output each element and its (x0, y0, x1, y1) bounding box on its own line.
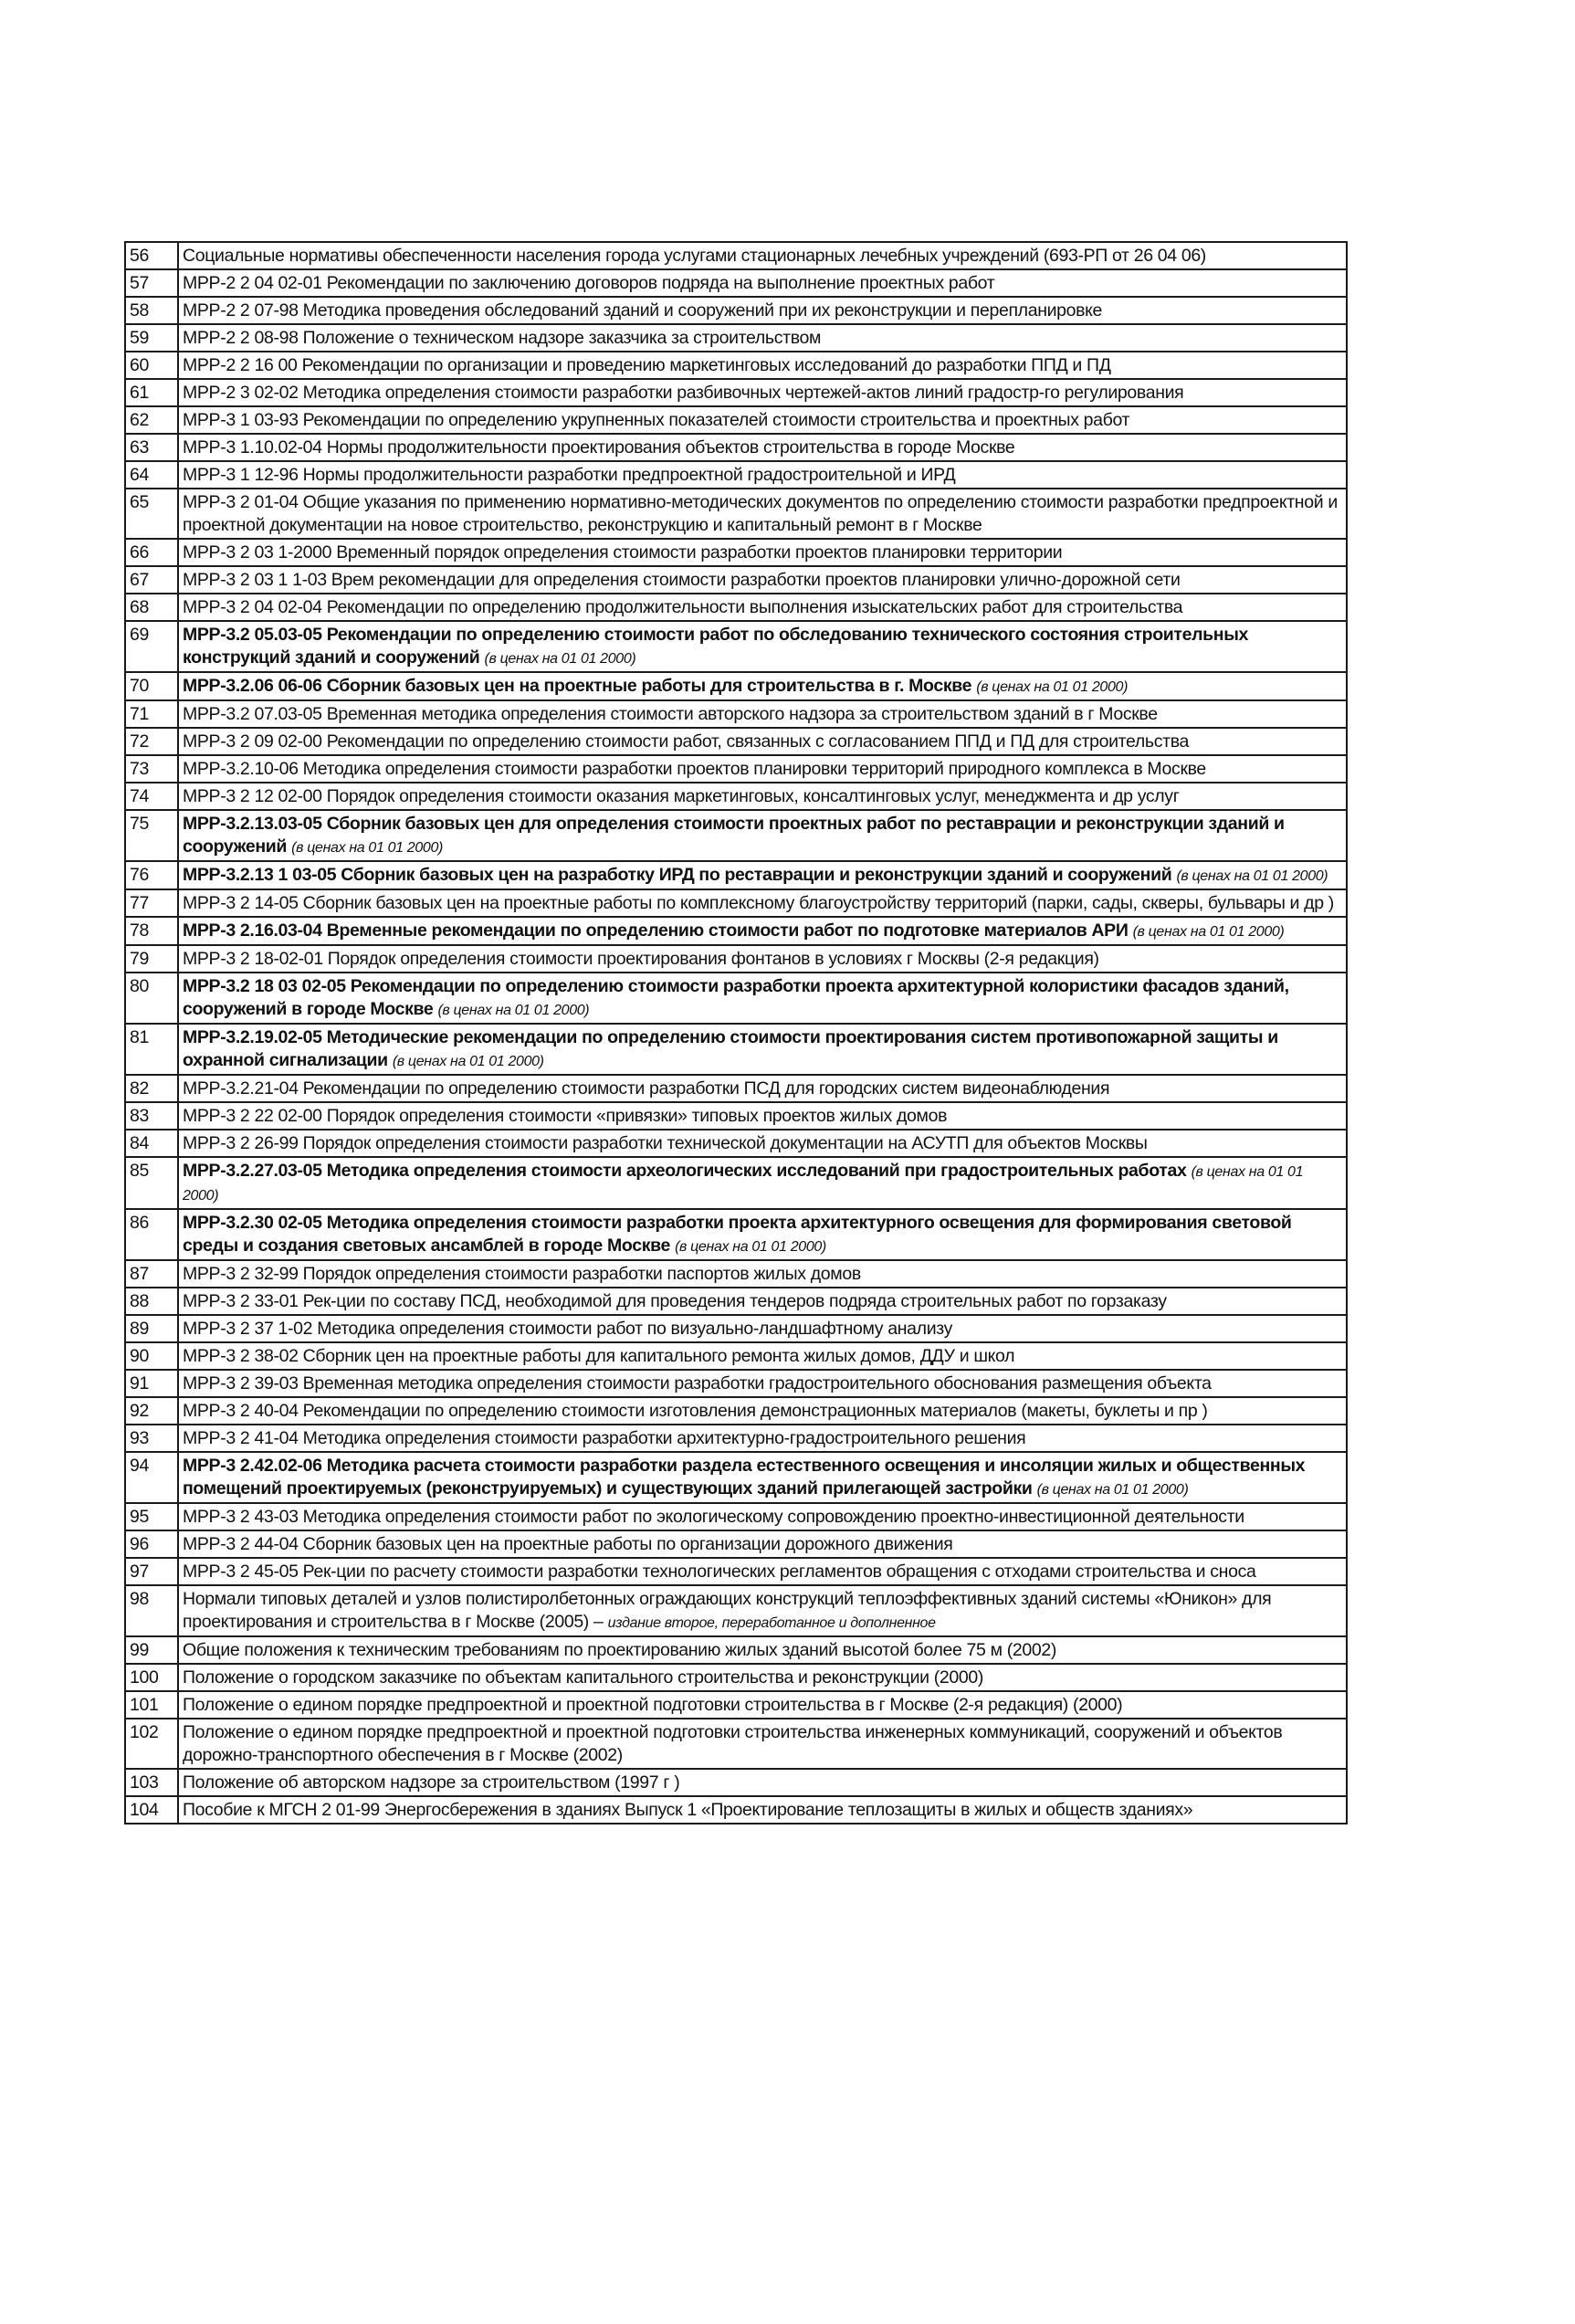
row-number: 88 (125, 1288, 178, 1315)
row-number: 84 (125, 1130, 178, 1157)
table-row (125, 1636, 1347, 1664)
document-title: Положение о едином порядке предпроектной и проектной подготовки строительства в г Москве (2-я редакция) (2000) (183, 1695, 1123, 1715)
document-title: МРР-3.2.06 06-06 Сборник базовых цен на проектные работы для строительства в г. Москве (183, 676, 972, 696)
row-title-cell (178, 434, 1347, 461)
document-title: Общие положения к техническим требованиям по проектированию жилых зданий высотой более 75 м (2002) (183, 1640, 1056, 1660)
row-title-cell (178, 1370, 1347, 1397)
row-title-cell (178, 1719, 1347, 1769)
document-title: МРР-3.2.13.03-05 Сборник базовых цен для определения стоимости проектных работ по реставрации и реконструкции зданий и сооружений (183, 814, 1285, 857)
row-title-cell (178, 783, 1347, 810)
document-title: МРР-2 2 04 02-01 Рекомендации по заключению договоров подряда на выполнение проектных работ (183, 273, 995, 293)
row-title-cell (178, 1157, 1347, 1209)
row-number: 76 (125, 861, 178, 889)
price-note: (в ценах на 01 01 2000) (675, 1239, 826, 1255)
row-number: 57 (125, 269, 178, 297)
price-note: (в ценах на 01 01 2000) (484, 651, 636, 667)
table-row (125, 379, 1347, 406)
row-title-cell (178, 917, 1347, 945)
row-number: 98 (125, 1585, 178, 1636)
row-number: 72 (125, 728, 178, 755)
row-number: 102 (125, 1719, 178, 1769)
price-note: (в ценах на 01 01 2000) (392, 1054, 544, 1069)
row-title-cell (178, 1530, 1347, 1558)
document-title: МРР-3.2.19.02-05 Методические рекомендации по определению стоимости проектирования систем противопожарной защиты и охранной сигнализации (183, 1027, 1278, 1070)
document-title: МРР-3.2 05.03-05 Рекомендации по определению стоимости работ по обследованию технического состояния строительных конструкций зданий и сооружений (183, 625, 1249, 668)
row-number: 103 (125, 1769, 178, 1796)
row-title-cell (178, 566, 1347, 594)
row-number: 104 (125, 1796, 178, 1824)
document-title: МРР-3.2.10-06 Методика определения стоимости разработки проектов планировки территорий природного комплекса в Москве (183, 759, 1206, 779)
price-note: издание второе, переработанное и дополненное (607, 1615, 936, 1631)
row-number: 86 (125, 1209, 178, 1260)
table-row (125, 242, 1347, 269)
row-title-cell (178, 889, 1347, 917)
table-row (125, 406, 1347, 434)
document-title: Положение об авторском надзоре за строительством (1997 г ) (183, 1772, 680, 1793)
row-number: 63 (125, 434, 178, 461)
table-row (125, 1664, 1347, 1691)
table-row (125, 728, 1347, 755)
row-title-cell (178, 1342, 1347, 1370)
document-title: МРР-3 2 32-99 Порядок определения стоимости разработки паспортов жилых домов (183, 1264, 861, 1284)
table-row (125, 755, 1347, 783)
document-title: МРР-3 2 09 02-00 Рекомендации по определению стоимости работ, связанных с согласованием ППД и ПД для строительства (183, 731, 1189, 752)
table-row (125, 1130, 1347, 1157)
row-number: 93 (125, 1425, 178, 1452)
document-title: МРР-3 2 37 1-02 Методика определения стоимости работ по визуально-ландшафтному анализу (183, 1319, 953, 1339)
row-title-cell (178, 1558, 1347, 1585)
row-title-cell (178, 594, 1347, 621)
table-row (125, 1342, 1347, 1370)
document-title: МРР-2 3 02-02 Методика определения стоимости разработки разбивочных чертежей-актов линий градостр-го регулирования (183, 383, 1184, 403)
table-row (125, 1719, 1347, 1769)
table-row (125, 324, 1347, 352)
document-title: МРР-3.2.13 1 03-05 Сборник базовых цен на разработку ИРД по реставрации и реконструкции зданий и сооружений (183, 865, 1172, 885)
table-row (125, 352, 1347, 379)
table-row (125, 1209, 1347, 1260)
document-title: МРР-3 2 38-02 Сборник цен на проектные работы для капитального ремонта жилых домов, ДДУ и школ (183, 1346, 1015, 1366)
row-title-cell (178, 1075, 1347, 1102)
table-row (125, 1102, 1347, 1130)
table-row (125, 1075, 1347, 1102)
document-title: Пособие к МГСН 2 01-99 Энергосбережения в зданиях Выпуск 1 «Проектирование теплозащиты в жилых и обществ зданиях» (183, 1800, 1193, 1820)
document-title: МРР-3 2 43-03 Методика определения стоимости работ по экологическому сопровождению проектно-инвестиционной деятельности (183, 1507, 1244, 1527)
row-number: 68 (125, 594, 178, 621)
row-number: 81 (125, 1024, 178, 1075)
row-number: 73 (125, 755, 178, 783)
row-title-cell (178, 1636, 1347, 1664)
table-row (125, 1796, 1347, 1824)
document-title: МРР-3 1 12-96 Нормы продолжительности разработки предпроектной градостроительной и ИРД (183, 465, 956, 485)
document-title: МРР-3.2.27.03-05 Методика определения стоимости археологических исследований при градостроительных работах (183, 1161, 1187, 1181)
document-title: МРР-3.2.21-04 Рекомендации по определению стоимости разработки ПСД для городских систем видеонаблюдения (183, 1078, 1110, 1099)
table-row (125, 566, 1347, 594)
document-title: Положение о городском заказчике по объектам капитального строительства и реконструкции (2000) (183, 1667, 984, 1688)
row-title-cell (178, 945, 1347, 973)
row-title-cell (178, 1288, 1347, 1315)
row-number: 99 (125, 1636, 178, 1664)
document-title: Социальные нормативы обеспеченности населения города услугами стационарных лечебных учреждений (693-РП от 26 04 06) (183, 246, 1206, 266)
document-title: МРР-3 1 03-93 Рекомендации по определению укрупненных показателей стоимости строительства и проектных работ (183, 410, 1130, 430)
table-row (125, 1530, 1347, 1558)
row-title-cell (178, 269, 1347, 297)
document-title: МРР-2 2 08-98 Положение о техническом надзоре заказчика за строительством (183, 328, 822, 348)
document-title: Нормали типовых деталей и узлов полистиролбетонных ограждающих конструкций теплоэффективных зданий системы «Юникон» для проектирования и строительства в г Москве (2005) – (183, 1589, 1272, 1632)
row-title-cell (178, 728, 1347, 755)
row-number: 62 (125, 406, 178, 434)
table-row (125, 297, 1347, 324)
document-title: МРР-3 2 44-04 Сборник базовых цен на проектные работы по организации дорожного движения (183, 1534, 953, 1554)
table-row (125, 672, 1347, 700)
row-number: 59 (125, 324, 178, 352)
table-row (125, 973, 1347, 1024)
table-row (125, 1691, 1347, 1719)
document-page (124, 241, 1348, 1824)
row-title-cell (178, 861, 1347, 889)
document-title: МРР-2 2 16 00 Рекомендации по организации и проведению маркетинговых исследований до разработки ППД и ПД (183, 355, 1111, 375)
table-row (125, 621, 1347, 672)
table-row (125, 945, 1347, 973)
price-note: (в ценах на 01 01 2000) (976, 679, 1129, 695)
row-number: 94 (125, 1452, 178, 1503)
document-title: МРР-3.2 07.03-05 Временная методика определения стоимости авторского надзора за строительством зданий в г Москве (183, 704, 1158, 724)
row-title-cell (178, 539, 1347, 566)
document-title: МРР-3 2 45-05 Рек-ции по расчету стоимости разработки технологических регламентов обращения с отходами строительства и сноса (183, 1562, 1256, 1582)
row-title-cell (178, 242, 1347, 269)
table-row (125, 917, 1347, 945)
row-title-cell (178, 1503, 1347, 1530)
document-title: МРР-3 2 33-01 Рек-ции по составу ПСД, необходимой для проведения тендеров подряда строительных работ по горзаказу (183, 1291, 1167, 1311)
document-title: Положение о едином порядке предпроектной и проектной подготовки строительства инженерных коммуникаций, сооружений и объектов дорожно-транспортного обеспечения в г Москве (2002) (183, 1722, 1283, 1765)
table-row (125, 1288, 1347, 1315)
row-number: 97 (125, 1558, 178, 1585)
table-row (125, 1157, 1347, 1209)
document-title: МРР-3 2 26-99 Порядок определения стоимости разработки технической документации на АСУТП для объектов Москвы (183, 1133, 1148, 1153)
row-title-cell (178, 1209, 1347, 1260)
row-number: 92 (125, 1397, 178, 1425)
table-row (125, 1503, 1347, 1530)
table-row (125, 889, 1347, 917)
document-title: МРР-3 2 39-03 Временная методика определения стоимости разработки градостроительного обоснования размещения объекта (183, 1373, 1212, 1393)
row-number: 89 (125, 1315, 178, 1342)
row-title-cell (178, 1796, 1347, 1824)
row-number: 71 (125, 700, 178, 728)
row-number: 100 (125, 1664, 178, 1691)
document-title: МРР-3 2 41-04 Методика определения стоимости разработки архитектурно-градостроительного решения (183, 1428, 1026, 1448)
table-row (125, 1024, 1347, 1075)
row-title-cell (178, 1130, 1347, 1157)
row-number: 66 (125, 539, 178, 566)
price-note: (в ценах на 01 01 2000) (437, 1003, 590, 1018)
row-number: 95 (125, 1503, 178, 1530)
document-title: МРР-3 1.10.02-04 Нормы продолжительности проектирования объектов строительства в городе Москве (183, 437, 1015, 457)
row-number: 67 (125, 566, 178, 594)
row-title-cell (178, 700, 1347, 728)
row-number: 82 (125, 1075, 178, 1102)
row-number: 74 (125, 783, 178, 810)
row-title-cell (178, 352, 1347, 379)
row-title-cell (178, 1102, 1347, 1130)
table-row (125, 1370, 1347, 1397)
price-note: (в ценах на 01 01 2000) (1036, 1482, 1189, 1498)
table-row (125, 1558, 1347, 1585)
row-number: 101 (125, 1691, 178, 1719)
row-number: 58 (125, 297, 178, 324)
table-row (125, 1397, 1347, 1425)
table-row (125, 861, 1347, 889)
row-title-cell (178, 324, 1347, 352)
row-title-cell (178, 1452, 1347, 1503)
row-title-cell (178, 973, 1347, 1024)
row-title-cell (178, 755, 1347, 783)
price-note: (в ценах на 01 01 2000) (291, 840, 443, 856)
document-title: МРР-3 2.42.02-06 Методика расчета стоимости разработки раздела естественного освещения и инсоляции жилых и общественных помещений проектируемых (реконструируемых) и существующих зданий прилегающей застройки (183, 1456, 1306, 1499)
table-row (125, 539, 1347, 566)
table-row (125, 1585, 1347, 1636)
document-title: МРР-3 2 14-05 Сборник базовых цен на проектные работы по комплексному благоустройству территорий (парки, сады, скверы, бульвары и др ) (183, 893, 1334, 913)
document-title: МРР-3.2.30 02-05 Методика определения стоимости разработки проекта архитектурного освещения для формирования световой среды и создания световых ансамблей в городе Москве (183, 1213, 1292, 1256)
document-title: МРР-3 2.16.03-04 Временные рекомендации по определению стоимости работ по подготовке материалов АРИ (183, 920, 1129, 941)
table-row (125, 1769, 1347, 1796)
row-number: 60 (125, 352, 178, 379)
table-row (125, 489, 1347, 539)
table-row (125, 700, 1347, 728)
row-number: 90 (125, 1342, 178, 1370)
row-number: 91 (125, 1370, 178, 1397)
document-title: МРР-3 2 01-04 Общие указания по применению нормативно-методических документов по определению стоимости разработки предпроектной и проектной документации на новое строительство, реконструкцию и капитальный ремонт в г Москве (183, 492, 1338, 535)
row-title-cell (178, 297, 1347, 324)
row-title-cell (178, 379, 1347, 406)
row-title-cell (178, 406, 1347, 434)
row-number: 69 (125, 621, 178, 672)
row-number: 70 (125, 672, 178, 700)
document-title: МРР-3 2 03 1 1-03 Врем рекомендации для определения стоимости разработки проектов планировки улично-дорожной сети (183, 570, 1181, 590)
row-title-cell (178, 1691, 1347, 1719)
table-row (125, 1452, 1347, 1503)
row-number: 80 (125, 973, 178, 1024)
table-row (125, 1260, 1347, 1288)
row-number: 85 (125, 1157, 178, 1209)
row-title-cell (178, 461, 1347, 489)
row-title-cell (178, 1425, 1347, 1452)
row-title-cell (178, 1260, 1347, 1288)
document-title: МРР-3 2 18-02-01 Порядок определения стоимости проектирования фонтанов в условиях г Москвы (2-я редакция) (183, 949, 1099, 969)
table-row (125, 1425, 1347, 1452)
row-number: 96 (125, 1530, 178, 1558)
row-title-cell (178, 489, 1347, 539)
document-title: МРР-3 2 12 02-00 Порядок определения стоимости оказания маркетинговых, консалтинговых услуг, менеджмента и др услуг (183, 786, 1180, 806)
table-row (125, 594, 1347, 621)
row-number: 61 (125, 379, 178, 406)
row-number: 56 (125, 242, 178, 269)
row-number: 64 (125, 461, 178, 489)
table-row (125, 269, 1347, 297)
document-title: МРР-2 2 07-98 Методика проведения обследований зданий и сооружений при их реконструкции и перепланировке (183, 300, 1103, 321)
document-title: МРР-3.2 18 03 02-05 Рекомендации по определению стоимости разработки проекта архитектурной колористики фасадов зданий, сооружений в городе Москве (183, 976, 1289, 1019)
table-row (125, 810, 1347, 861)
table-row (125, 783, 1347, 810)
regulations-table-body (125, 242, 1347, 1824)
row-number: 77 (125, 889, 178, 917)
document-title: МРР-3 2 40-04 Рекомендации по определению стоимости изготовления демонстрационных материалов (макеты, буклеты и пр ) (183, 1401, 1208, 1421)
document-title: МРР-3 2 03 1-2000 Временный порядок определения стоимости разработки проектов планировки территории (183, 542, 1063, 563)
row-title-cell (178, 1585, 1347, 1636)
document-title: МРР-3 2 22 02-00 Порядок определения стоимости «привязки» типовых проектов жилых домов (183, 1106, 948, 1126)
table-row (125, 461, 1347, 489)
table-row (125, 1315, 1347, 1342)
row-number: 78 (125, 917, 178, 945)
price-note: (в ценах на 01 01 2000) (1132, 924, 1285, 940)
price-note: (в ценах на 01 01 2000) (1176, 868, 1328, 884)
row-number: 79 (125, 945, 178, 973)
price-note: (в ценах на 01 01 2000) (183, 1164, 1304, 1204)
row-title-cell (178, 810, 1347, 861)
table-row (125, 434, 1347, 461)
row-number: 83 (125, 1102, 178, 1130)
row-title-cell (178, 1397, 1347, 1425)
row-title-cell (178, 1664, 1347, 1691)
row-title-cell (178, 1769, 1347, 1796)
document-title: МРР-3 2 04 02-04 Рекомендации по определению продолжительности выполнения изыскательских работ для строительства (183, 597, 1183, 617)
row-title-cell (178, 1315, 1347, 1342)
regulations-table (124, 241, 1348, 1824)
row-number: 75 (125, 810, 178, 861)
row-number: 65 (125, 489, 178, 539)
row-number: 87 (125, 1260, 178, 1288)
row-title-cell (178, 1024, 1347, 1075)
row-title-cell (178, 672, 1347, 700)
row-title-cell (178, 621, 1347, 672)
